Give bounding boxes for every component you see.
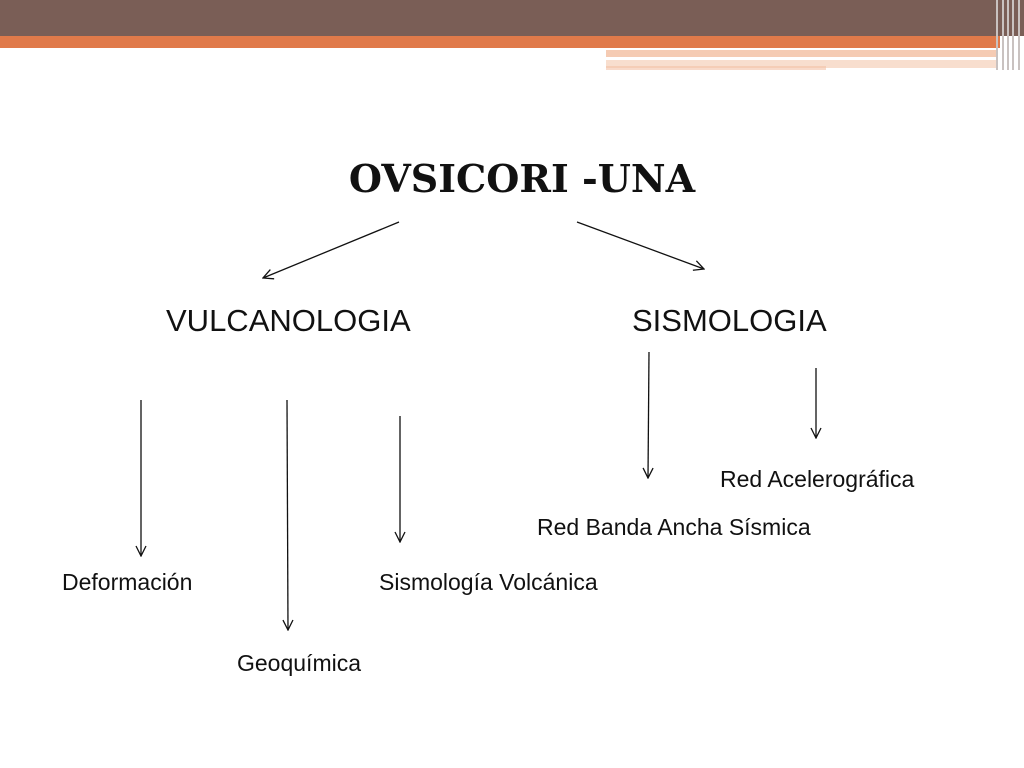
leaf-geoquimica: Geoquímica [237,650,362,676]
leaf-deformacion: Deformación [62,569,193,595]
arrow-root-to-vulcanologia [263,222,399,278]
leaf-red-banda-ancha: Red Banda Ancha Sísmica [537,514,811,540]
leaf-sismologia-volcanica: Sismología Volcánica [379,569,598,595]
arrow-to-geoquimica [287,400,288,630]
leaf-red-acelerografica: Red Acelerográfica [720,466,915,492]
arrow-root-to-sismologia [577,222,704,269]
arrow-to-red-banda-ancha [648,352,649,478]
branch-vulcanologia: VULCANOLOGIA [166,303,411,338]
diagram-root: OVSICORI -UNA [348,156,696,201]
branch-sismologia: SISMOLOGIA [632,303,827,338]
